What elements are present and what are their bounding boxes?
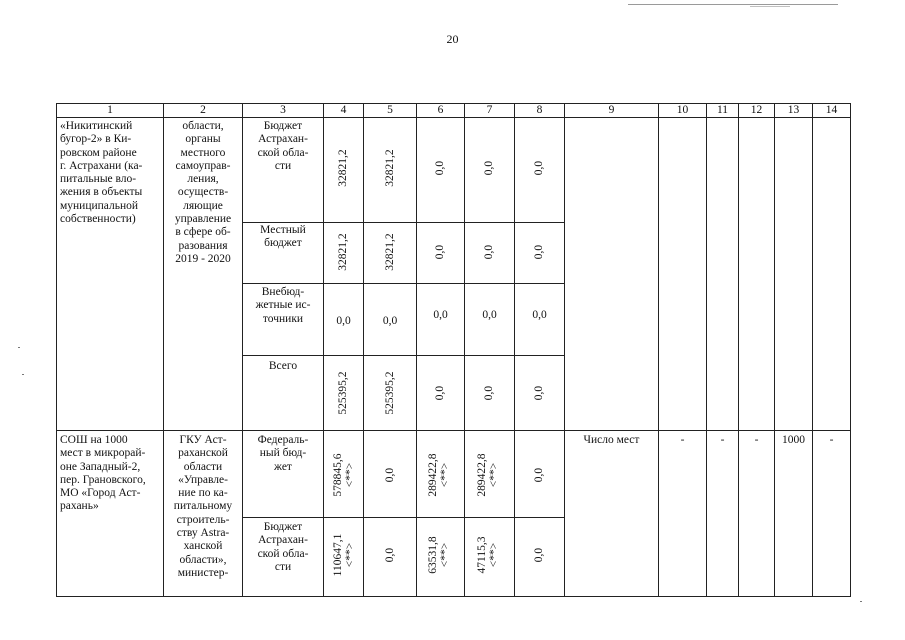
column-border [514,103,515,597]
text-line: ровском районе [60,146,137,159]
header-cell-13: 13 [787,104,800,116]
header-cell-6: 6 [437,104,444,116]
value-col8: 0,0 [533,547,545,563]
column-border [850,103,851,597]
top-rule [628,4,838,5]
text-line: местного [180,146,226,159]
value-col14: - [829,434,834,446]
value-col7 [476,513,502,597]
text-line: Бюджет [263,120,303,132]
column-border [658,103,659,597]
column-border [706,103,707,597]
header-cell-12: 12 [750,104,763,116]
header-cell-11: 11 [716,104,729,116]
value-col8: 0,0 [533,385,545,401]
value-col6 [427,513,453,597]
text-line: муниципальной [60,199,139,212]
value-col4: 0,0 [336,315,351,327]
value-note: <**> [439,462,451,488]
funding-source [243,286,323,326]
text-line: ской обла- [257,547,309,560]
value-note: <**> [488,542,500,568]
text-line: бюджет [264,237,302,250]
text-line: ный бюд- [259,447,307,460]
value-col12: - [754,434,759,446]
value-col8: 0,0 [532,309,547,321]
subrow-border [242,517,564,518]
text-line: жения в объекты [60,186,143,199]
header-cell-9: 9 [608,104,615,116]
row1-responsible [164,120,242,266]
text-line: ляющие [183,199,223,212]
funding-source [243,360,323,373]
value-col6: 0,0 [434,160,446,176]
value-text: 110647,1 [332,533,344,577]
text-line: строитель- [176,513,230,526]
header-cell-14: 14 [825,104,838,116]
value-text: 578845,6 [332,453,344,497]
text-line: собственности) [60,213,136,226]
value-col7 [476,433,502,517]
page-number: 20 [446,32,459,46]
text-line: ления, [187,173,219,186]
value-col5: 0,0 [384,547,396,563]
subrow-border [242,222,564,223]
funding-source [243,120,323,173]
value-col4: 525395,2 [337,371,349,415]
text-line: органы [185,133,221,146]
header-cell-3: 3 [280,104,286,116]
text-line: Внебюд- [261,286,305,298]
column-border [738,103,739,597]
subrow-border [242,283,564,284]
value-col8: 0,0 [533,467,545,483]
text-line: области», [179,553,227,566]
top-rule-short [750,6,790,7]
column-border [323,103,324,597]
value-col7: 0,0 [483,244,495,260]
row-border [56,430,850,431]
row1-object-name [60,120,164,226]
indicator-name: Число мест [583,434,640,446]
text-line: ние по ка- [178,487,228,500]
value-col7: 0,0 [483,160,495,176]
header-bottom-border [56,117,850,118]
value-col4 [332,433,358,517]
value-text: 289422,8 [476,453,488,497]
header-cell-8: 8 [536,104,543,116]
row2-object-name [60,434,164,514]
text-line: сти [274,159,292,172]
text-line: Всего [268,360,298,372]
value-col6: 0,0 [434,244,446,260]
text-line: в сфере об- [175,226,231,239]
text-line: оне Западный-2, [60,460,141,473]
table-bottom-border [56,596,850,597]
text-line: ству Astra- [176,527,230,540]
text-line: ской обла- [257,146,309,159]
column-border [774,103,775,597]
value-note: <**> [344,462,356,488]
value-col6: 0,0 [434,385,446,401]
scan-speck [860,601,862,602]
text-line: области [183,460,223,473]
text-line: сти [274,560,292,573]
header-cell-2: 2 [200,104,206,116]
column-border [564,103,565,597]
text-line: ГКУ Аст- [179,434,227,446]
scan-speck [22,374,24,375]
text-line: Бюджет [263,521,303,533]
scan-speck [18,347,20,348]
text-line: жетные ис- [255,299,311,312]
value-col7: 0,0 [483,385,495,401]
text-line: СОШ на 1000 [60,434,128,446]
value-col5: 0,0 [382,315,398,327]
text-line: осуществ- [177,186,229,199]
text-line: «Никитинский [60,120,133,132]
text-line: питальные вло- [60,173,137,186]
column-border [812,103,813,597]
text-line: Астрахан- [258,133,308,146]
value-note: <**> [439,542,451,568]
value-text: 47115,3 [476,536,488,574]
text-line: Местный [260,224,306,236]
value-note: <**> [488,462,500,488]
text-line: «Управле- [178,473,228,486]
row2-responsible [164,434,242,580]
value-col4 [332,513,358,597]
text-line: Федераль- [257,434,309,446]
text-line: Астрахан- [258,534,308,547]
text-line: области, [182,120,224,132]
text-line: управление [174,213,232,226]
funding-source [243,434,323,474]
text-line: мест в микрорай- [60,447,146,460]
value-col8: 0,0 [533,244,545,260]
header-cell-7: 7 [486,104,493,116]
header-cell-5: 5 [387,104,393,116]
value-col5: 525395,2 [384,371,396,415]
text-line: питальному [173,500,233,513]
text-line: точники [262,312,304,325]
text-line: 2019 - 2020 [175,252,231,265]
value-col6 [427,433,453,517]
value-col7: 0,0 [482,309,497,321]
funding-source [243,224,323,251]
text-line: министер- [177,566,229,579]
text-line: МО «Город Аст- [60,487,141,500]
column-border [56,103,57,597]
text-line: пер. Грановского, [60,473,146,486]
header-cell-1: 1 [107,104,113,116]
text-line: разования [178,239,228,252]
text-line: г. Астрахани (ка- [60,159,143,172]
value-col10: - [680,434,685,446]
value-col4: 32821,2 [337,233,349,271]
header-cell-4: 4 [340,104,347,116]
text-line: бугор-2» в Ки- [60,133,132,146]
text-line: раханской [178,447,228,460]
column-border [416,103,417,597]
value-col8: 0,0 [533,160,545,176]
value-col6: 0,0 [433,309,448,321]
value-note: <**> [344,542,356,568]
value-text: 63531,8 [427,536,439,574]
subrow-border [242,355,564,356]
text-line: самоуправ- [175,159,231,172]
column-border [363,103,364,597]
value-col5: 32821,2 [384,149,396,187]
value-col5: 32821,2 [384,233,396,271]
value-col11: - [720,434,725,446]
text-line: рахань» [60,500,99,513]
text-line: жет [274,460,292,473]
text-line: ханской [183,540,223,553]
value-text: 289422,8 [427,453,439,497]
value-col5: 0,0 [384,467,396,483]
funding-source [243,521,323,574]
value-col4: 32821,2 [337,149,349,187]
value-col13: 1000 [782,434,805,446]
column-border [464,103,465,597]
header-cell-10: 10 [676,104,689,116]
